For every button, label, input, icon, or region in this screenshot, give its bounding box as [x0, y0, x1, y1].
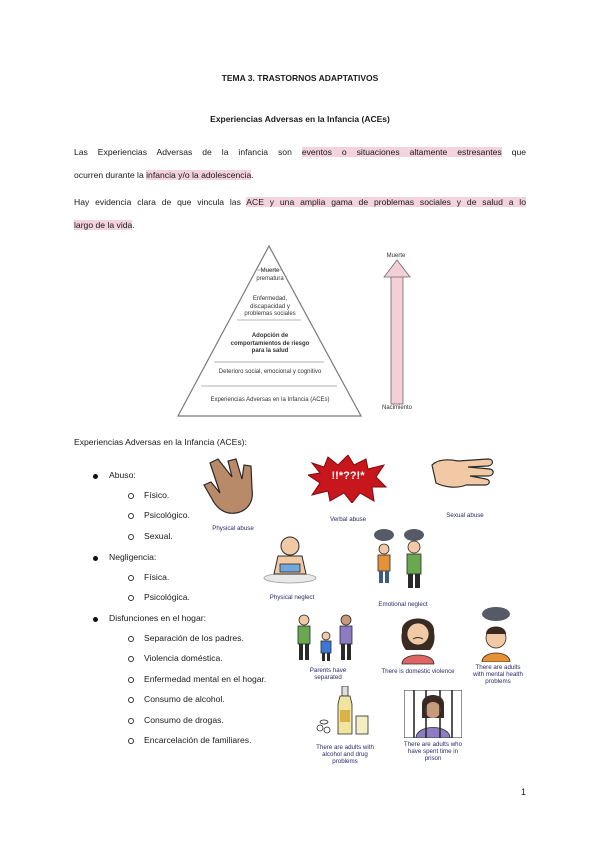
list-item: Físico.: [144, 490, 170, 500]
physical-abuse-icon: [198, 455, 268, 520]
highlight: infancia y/o la adolescencia: [146, 170, 252, 180]
sub-bullet: [128, 677, 134, 683]
sub-bullet: [128, 513, 134, 519]
emotional-neglect-caption: Emotional neglect: [378, 601, 428, 608]
mental-health-icon: [474, 606, 518, 662]
list-item: Consumo de drogas.: [144, 715, 224, 725]
paragraph-line: Hay evidencia clara de que vincula las ACE y una amplia gama de problemas sociales y de salud a lo: [74, 197, 526, 207]
prison-icon: [404, 690, 462, 738]
domestic-violence-caption: There is domestic violence: [381, 668, 455, 675]
bullet-dot: [93, 617, 98, 622]
domestic-violence-icon: [390, 608, 446, 666]
pyramid-level-death: Muerte prematura: [256, 268, 284, 282]
prison-caption: There are adults who have spent time in prison: [403, 741, 463, 762]
highlight: ACE y una amplia gama de problemas sociales y de salud a lo: [246, 197, 526, 207]
list-item: Separación de los padres.: [144, 633, 244, 643]
sub-bullet: [128, 738, 134, 744]
physical-neglect-baby-icon: [262, 534, 318, 584]
page-number: 1: [520, 787, 526, 797]
pyramid-level-deterioration: Deterioro social, emocional y cognitivo: [218, 369, 322, 375]
physical-abuse-caption: Physical abuse: [212, 525, 254, 532]
physical-neglect-caption: Physical neglect: [269, 594, 315, 601]
arrow-label-death: Muerte: [386, 253, 406, 259]
paragraph-line: ocurren durante la infancia y/o la adolescencia.: [74, 170, 254, 180]
paragraph-line: largo de la vida.: [74, 220, 135, 230]
list-group-label: Abuso:: [109, 470, 136, 480]
arrow-label-birth: Nacimiento: [381, 405, 412, 411]
sub-bullet: [128, 575, 134, 581]
life-arrow-shaft: [391, 276, 403, 404]
sub-bullet: [128, 636, 134, 642]
highlight: eventos o situaciones altamente estresantes: [301, 147, 502, 157]
sub-bullet: [128, 493, 134, 499]
sexual-abuse-caption: Sexual abuse: [446, 512, 484, 519]
list-item: Física.: [144, 572, 170, 582]
highlight: largo de la vida: [74, 220, 133, 230]
list-group-label: Disfunciones en el hogar:: [109, 613, 206, 623]
emotional-neglect-icon: [370, 527, 430, 592]
sub-bullet: [128, 595, 134, 601]
list-heading: Experiencias Adversas en la Infancia (ACEs):: [74, 437, 247, 447]
paragraph-line: Las Experiencias Adversas de la infancia son eventos o situaciones altamente estresantes que: [74, 147, 527, 157]
pyramid-level-disease: Enfermedad, discapacidad y problemas sociales: [244, 296, 296, 317]
bullet-dot: [93, 474, 98, 479]
paragraph-aces-evidence: [74, 191, 526, 237]
alcohol-drugs-icon: [314, 686, 374, 738]
mental-health-caption: There are adults with mental health problems: [473, 664, 523, 685]
list-item: Encarcelación de familiares.: [144, 735, 252, 745]
section-subtitle: Experiencias Adversas en la Infancia (ACEs): [210, 114, 390, 124]
sexual-abuse-hand-icon: [428, 455, 498, 495]
list-item: Violencia doméstica.: [144, 653, 223, 663]
life-arrow-head: [384, 260, 410, 277]
sub-bullet: [128, 697, 134, 703]
parents-separated-caption: Parents have separated: [309, 667, 347, 681]
bullet-dot: [93, 556, 98, 561]
pyramid-level-aces: Experiencias Adversas en la Infancia (ACEs): [210, 397, 330, 403]
list-item: Psicológico.: [144, 510, 190, 520]
list-item: Consumo de alcohol.: [144, 694, 225, 704]
verbal-abuse-caption: Verbal abuse: [329, 516, 367, 523]
sub-bullet: [128, 656, 134, 662]
parents-separated-icon: [294, 612, 358, 664]
pyramid-level-risk: Adopción de comportamientos de riesgo para la salud: [230, 333, 310, 354]
list-item: Enfermedad mental en el hogar.: [144, 674, 267, 684]
sub-bullet: [128, 534, 134, 540]
list-group-label: Negligencia:: [109, 552, 157, 562]
paragraph-aces-definition: [74, 141, 526, 187]
list-item: Sexual.: [144, 531, 173, 541]
alcohol-drugs-caption: There are adults with alcohol and drug problems: [316, 744, 374, 765]
verbal-abuse-burst-text: !!*??!*: [331, 470, 365, 482]
page-title: TEMA 3. TRASTORNOS ADAPTATIVOS: [221, 73, 379, 83]
sub-bullet: [128, 718, 134, 724]
list-item: Psicológica.: [144, 592, 190, 602]
